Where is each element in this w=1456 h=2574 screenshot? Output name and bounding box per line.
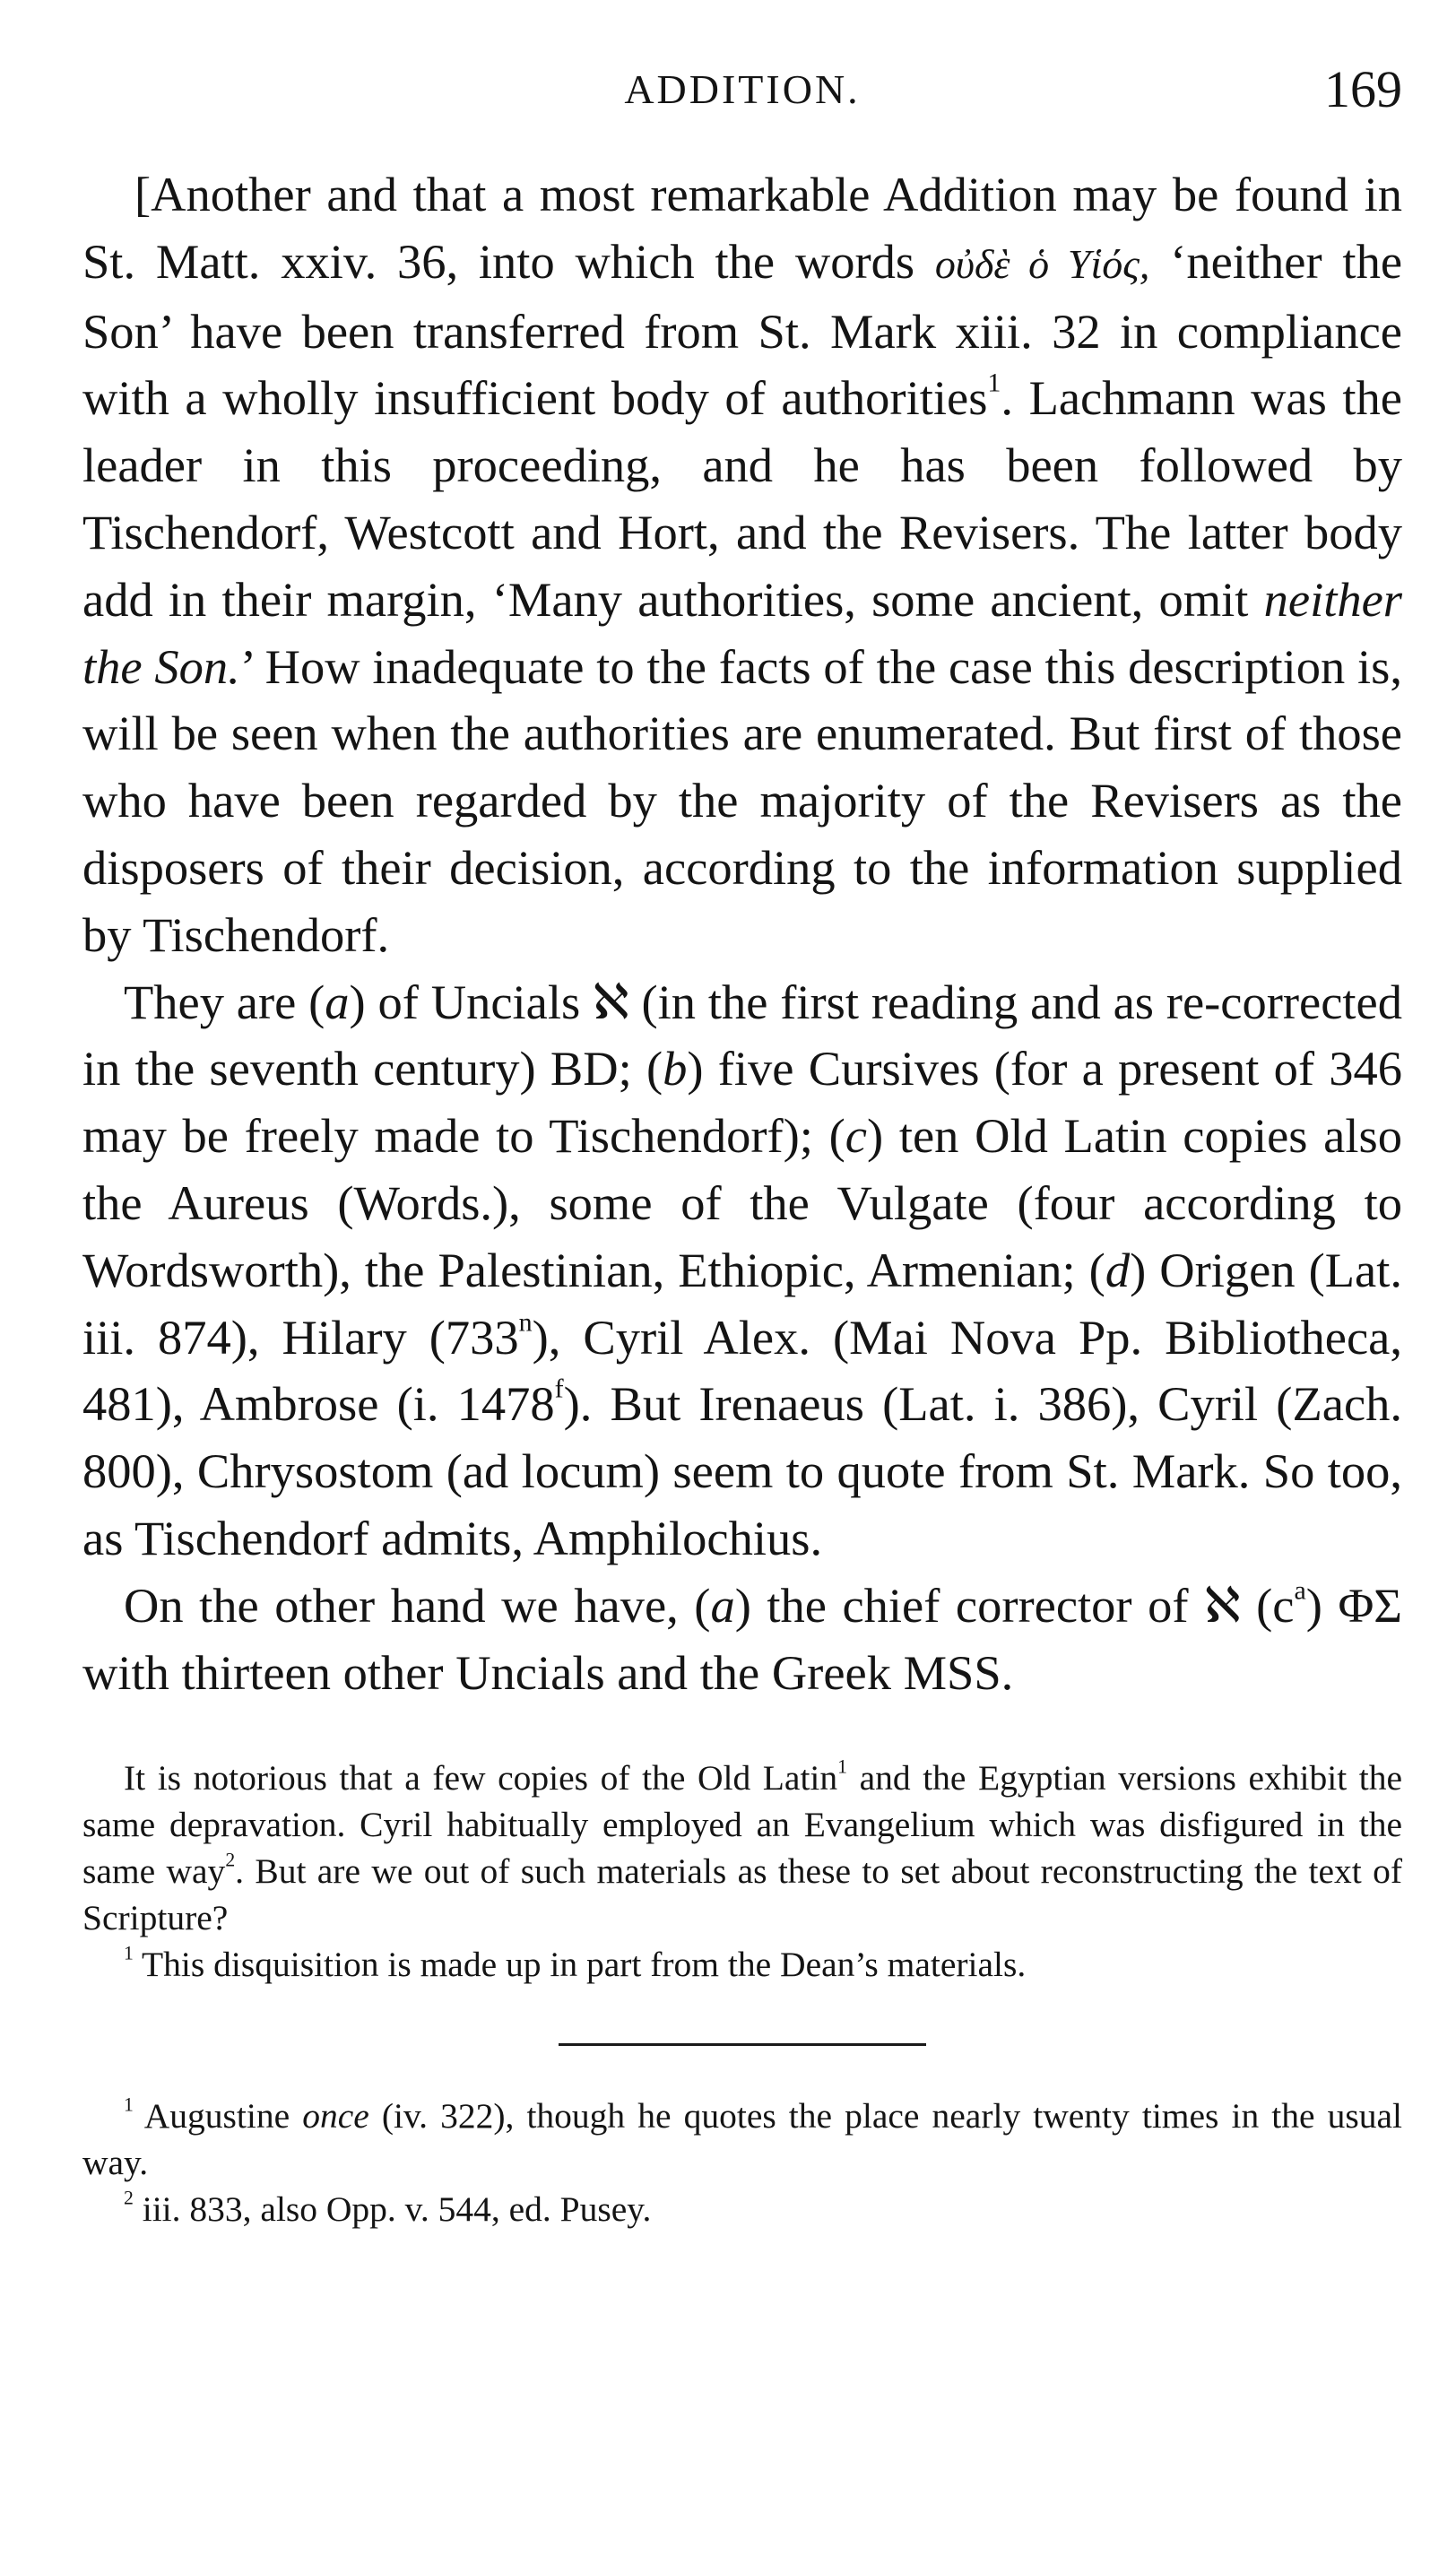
footnote-ref: 1 (987, 368, 1001, 398)
footnote-1-upper (82, 1941, 1402, 1988)
list-letter: b (663, 1041, 688, 1096)
text-run: ) ten Old Latin copies also the Aureus (Words.), some of the Vulgate (four according to Wordsworth), the Palestinian, Ethiopic, Armenian; ( (82, 1108, 1402, 1297)
footnotes-lower (82, 2093, 1402, 2232)
text-run: . But are we out of such materials as these to set about reconstructing the text of Scripture? (82, 1851, 1403, 1938)
footnote-ref: 2 (225, 1849, 236, 1871)
text-run: They are ( (124, 974, 325, 1029)
footnote-ref: 1 (837, 1755, 848, 1778)
list-letter: a (710, 1577, 735, 1633)
footnote-1-lower (82, 2093, 1402, 2186)
paragraph-1 (82, 161, 1402, 969)
text-run: ) Origen (Lat. iii. 874), Hilary (733 (82, 1242, 1402, 1365)
paragraph-3 (82, 1573, 1402, 1707)
footnote-rule (559, 2043, 926, 2046)
footnote-mark: 2 (124, 2187, 134, 2209)
page-number: 169 (1324, 60, 1402, 118)
text-run: ) the chief corrector of ℵ (c (734, 1577, 1295, 1633)
paragraph-2 (82, 969, 1402, 1573)
text-run: On the other hand we have, ( (124, 1577, 711, 1633)
text-run: ) of Uncials ℵ (in the first reading and as re-corrected in the seventh century) BD; ( (82, 974, 1402, 1096)
running-head (82, 60, 1402, 161)
list-letter: a (325, 974, 350, 1029)
body-text (82, 161, 1402, 1706)
footnote-text: (iv. 322), though he quotes the place nearly twenty times in the usual way. (82, 2096, 1403, 2183)
text-run: ) five Cursives (for a present of 346 may be freely made to Tischendorf); ( (82, 1041, 1402, 1164)
italic-word: once (302, 2096, 369, 2136)
footnote-mark: 1 (124, 1942, 134, 1964)
list-letter: d (1105, 1242, 1131, 1297)
text-run: It is notorious that a few copies of the Old Latin (124, 1758, 838, 1798)
text-run: ). But Irenaeus (Lat. i. 386), Cyril (Zach. 800), Chrysostom (ad locum) seem to quote from St. Mark. So too, as Tischendorf admits, Amphilochius. (82, 1376, 1403, 1565)
text-run: ) ΦΣ with thirteen other Uncials and the Greek MSS. (82, 1577, 1403, 1700)
italic-phrase: neither the Son. (82, 571, 1402, 694)
footnote-mark: 1 (124, 2093, 134, 2116)
footnote-text: This disquisition is made up in part from the Dean’s materials. (133, 1945, 1027, 1985)
text-run: . Lachmann was the leader in this proceeding, and he has been followed by Tischendorf, Westcott and Hort, and the Revisers. The latter body add in their margin, ‘Many authorities, some ancient, omit (82, 370, 1403, 627)
text-run: ‘neither the Son’ have been transferred from St. Mark xiii. 32 in compliance with a wholly insufficient body of authorities (82, 233, 1403, 426)
footnotes-upper (82, 1755, 1402, 1988)
footnote-2-lower (82, 2186, 1402, 2232)
superscript: a (1294, 1575, 1306, 1606)
text-run: and the Egyptian versions exhibit the same depravation. Cyril habitually employed an Evangelium which was disfigured in the same way (82, 1758, 1403, 1892)
running-title: ADDITION. (624, 66, 861, 112)
superscript: n (518, 1307, 533, 1338)
text-run: ’ How inadequate to the facts of the case this description is, will be seen when the authorities are enumerated. But first of those who have been regarded by the majority of the Revisers as the disposers of their decision, according to the information supplied by Tischendorf. (82, 638, 1402, 962)
text-run: ), Cyril Alex. (Mai Nova Pp. Bibliotheca, 481), Ambrose (i. 1478 (82, 1309, 1402, 1432)
greek-phrase: οὐδὲ ὁ Υἱός, (934, 240, 1150, 287)
superscript: f (554, 1374, 564, 1404)
footnote-text: iii. 833, also Opp. v. 544, ed. Pusey. (133, 2189, 652, 2230)
footnote-continuation (82, 1755, 1402, 1941)
text-run: [Another and that a most remarkable Addition may be found in St. Matt. xxiv. 36, into which the words (82, 167, 1402, 289)
list-letter: c (845, 1108, 867, 1164)
footnote-text: Augustine (133, 2096, 303, 2136)
